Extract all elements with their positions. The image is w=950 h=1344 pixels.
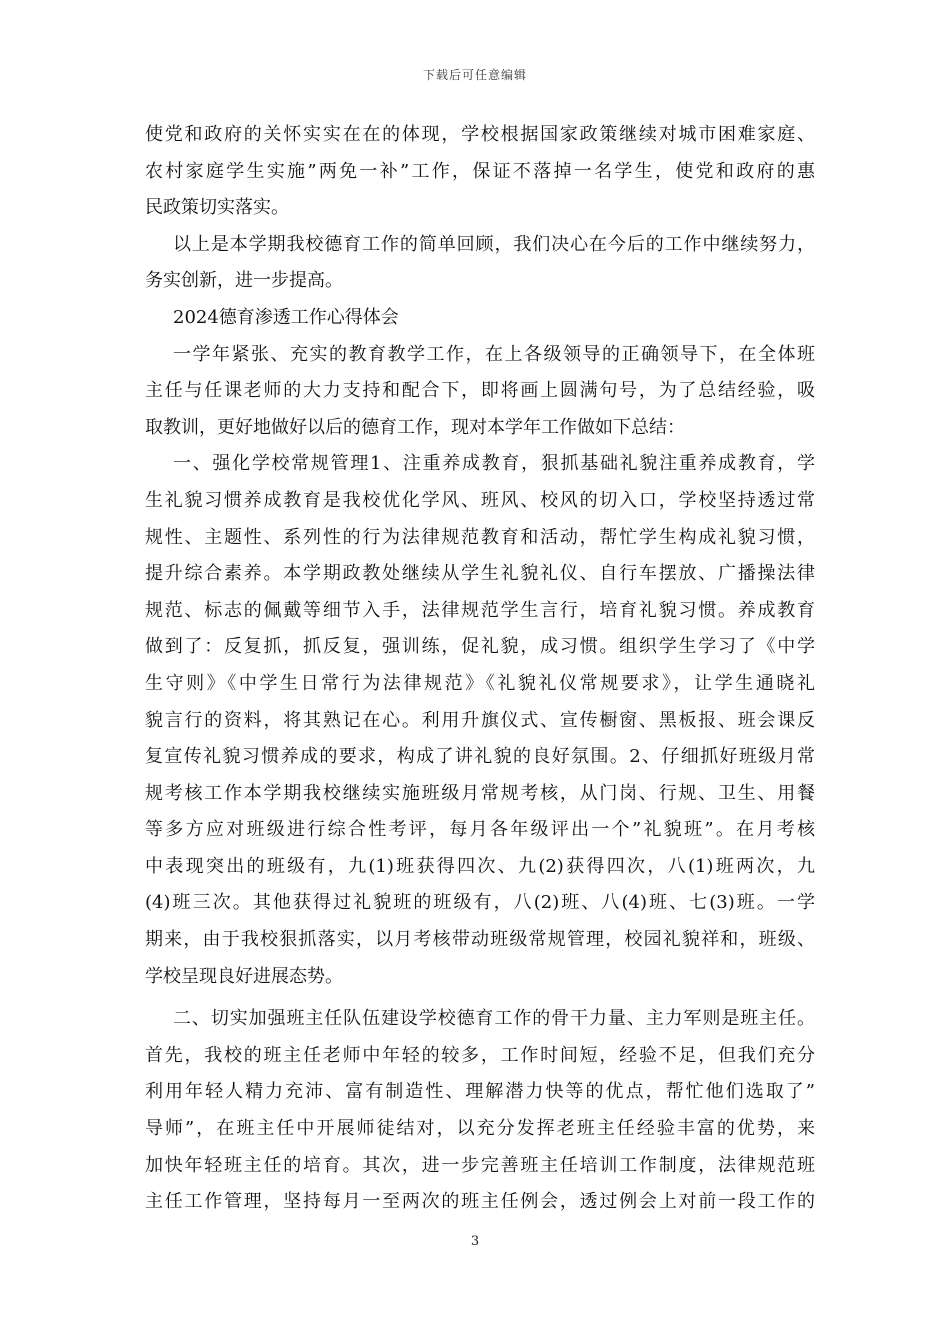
text-line: 学校呈现良好进展态势。: [145, 965, 343, 987]
text-line: 复宣传礼貌习惯养成的要求，构成了讲礼貌的良好氛围。2、仔细抓好班级月常: [145, 746, 815, 768]
text-line: 取教训，更好地做好以后的德育工作，现对本学年工作做如下总结：: [145, 416, 685, 438]
text-line: 首先，我校的班主任老师中年轻的较多，工作时间短，经验不足，但我们充分: [145, 1044, 815, 1066]
text-line: 貌言行的资料，将其熟记在心。利用升旗仪式、宣传橱窗、黑板报、班会课反: [145, 709, 815, 731]
text-line: 主任与任课老师的大力支持和配合下，即将画上圆满句号，为了总结经验，吸: [145, 380, 815, 402]
text-line: 做到了：反复抓，抓反复，强训练，促礼貌，成习惯。组织学生学习了《中学: [145, 636, 815, 658]
text-line: 以上是本学期我校德育工作的简单回顾，我们决心在今后的工作中继续努力，: [173, 233, 815, 255]
text-line: 生守则》《中学生日常行为法律规范》《礼貌礼仪常规要求》，让学生通晓礼: [145, 672, 815, 694]
text-line: 主任工作管理，坚持每月一至两次的班主任例会，透过例会上对前一段工作的: [145, 1191, 815, 1213]
text-line: (4)班三次。其他获得过礼貌班的班级有，八(2)班、八(4)班、七(3)班。一学: [145, 892, 815, 914]
document-body: [145, 117, 815, 1221]
text-line: 务实创新，进一步提高。: [145, 270, 343, 292]
text-line: 加快年轻班主任的培育。其次，进一步完善班主任培训工作制度，法律规范班: [145, 1154, 815, 1176]
text-line: 规范、标志的佩戴等细节入手，法律规范学生言行，培育礼貌习惯。养成教育: [145, 599, 815, 621]
text-line: 期来，由于我校狠抓落实，以月考核带动班级常规管理，校园礼貌祥和，班级、: [145, 929, 815, 951]
page-number: 3: [470, 1234, 480, 1249]
text-line: 导师”，在班主任中开展师徒结对，以充分发挥老班主任经验丰富的优势，来: [145, 1118, 815, 1140]
text-line: 使党和政府的关怀实实在在的体现，学校根据国家政策继续对城市困难家庭、: [145, 124, 815, 145]
text-line: 规考核工作本学期我校继续实施班级月常规考核，从门岗、行规、卫生、用餐: [145, 782, 815, 804]
text-line: 中表现突出的班级有，九(1)班获得四次、九(2)获得四次，八(1)班两次，九: [145, 855, 815, 877]
text-line: 二、切实加强班主任队伍建设学校德育工作的骨干力量、主力军则是班主任。: [173, 1008, 815, 1030]
text-line: 规性、主题性、系列性的行为法律规范教育和活动，帮忙学生构成礼貌习惯，: [145, 526, 815, 548]
text-line: 2024德育渗透工作心得体会: [173, 306, 399, 328]
text-line: 利用年轻人精力充沛、富有制造性、理解潜力快等的优点，帮忙他们选取了”: [145, 1081, 815, 1103]
page-header: 下载后可任意编辑: [422, 68, 527, 82]
text-line: 一、强化学校常规管理1、注重养成教育，狠抓基础礼貌注重养成教育，学: [173, 453, 815, 475]
text-line: 民政策切实落实。: [145, 197, 289, 219]
text-line: 提升综合素养。本学期政教处继续从学生礼貌礼仪、自行车摆放、广播操法律: [145, 563, 815, 585]
text-line: 等多方应对班级进行综合性考评，每月各年级评出一个”礼貌班”。在月考核: [145, 819, 815, 841]
text-line: 一学年紧张、充实的教育教学工作，在上各级领导的正确领导下，在全体班: [173, 343, 815, 365]
text-line: 农村家庭学生实施”两免一补”工作，保证不落掉一名学生，使党和政府的惠: [145, 160, 815, 182]
text-line: 生礼貌习惯养成教育是我校优化学风、班风、校风的切入口，学校坚持透过常: [145, 489, 815, 511]
